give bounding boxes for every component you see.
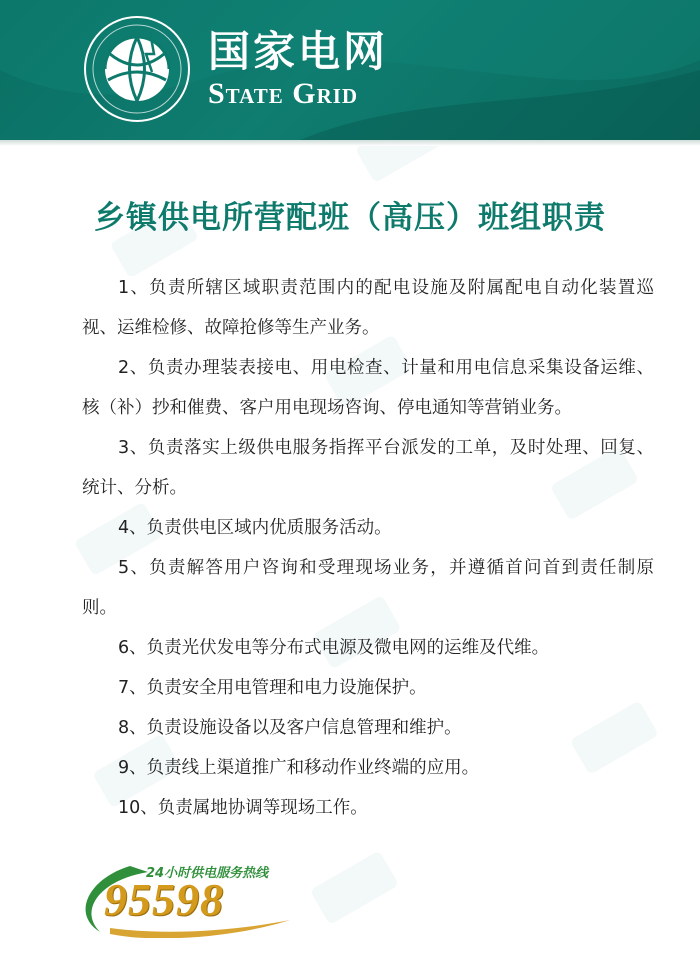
duty-item-2: 2、负责办理装表接电、用电检查、计量和用电信息采集设备运维、核（补）抄和催费、客户用电现场咨询、停电通知等营销业务。 [82,358,654,418]
brand-name-english: State Grid [208,77,359,110]
duties-list [82,268,654,828]
page-title: 乡镇供电所营配班（高压）班组职责 [94,200,606,236]
duty-item-4: 4、负责供电区域内优质服务活动。 [118,518,392,538]
duty-item-8: 8、负责设施设备以及客户信息管理和维护。 [118,718,462,738]
brand-name-chinese: 国家电网 [208,27,389,76]
hotline-number: 95598 [104,874,224,925]
duty-item-10: 10、负责属地协调等现场工作。 [118,798,368,818]
hotline-tagline: 24小时供电服务热线 [146,866,269,881]
state-grid-logo-icon [82,14,192,124]
duty-item-7: 7、负责安全用电管理和电力设施保护。 [118,678,427,698]
duty-item-9: 9、负责线上渠道推广和移动作业终端的应用。 [118,758,480,778]
duty-item-1: 1、负责所辖区域职责范围内的配电设施及附属配电自动化装置巡视、运维检修、故障抢修等生产业务。 [82,278,654,338]
header-banner [0,0,700,140]
duty-item-5: 5、负责解答用户咨询和受理现场业务，并遵循首问首到责任制原则。 [82,558,654,618]
duty-item-6: 6、负责光伏发电等分布式电源及微电网的运维及代维。 [118,638,550,658]
header-shadow [0,140,700,146]
duty-item-3: 3、负责落实上级供电服务指挥平台派发的工单，及时处理、回复、统计、分析。 [82,438,654,498]
